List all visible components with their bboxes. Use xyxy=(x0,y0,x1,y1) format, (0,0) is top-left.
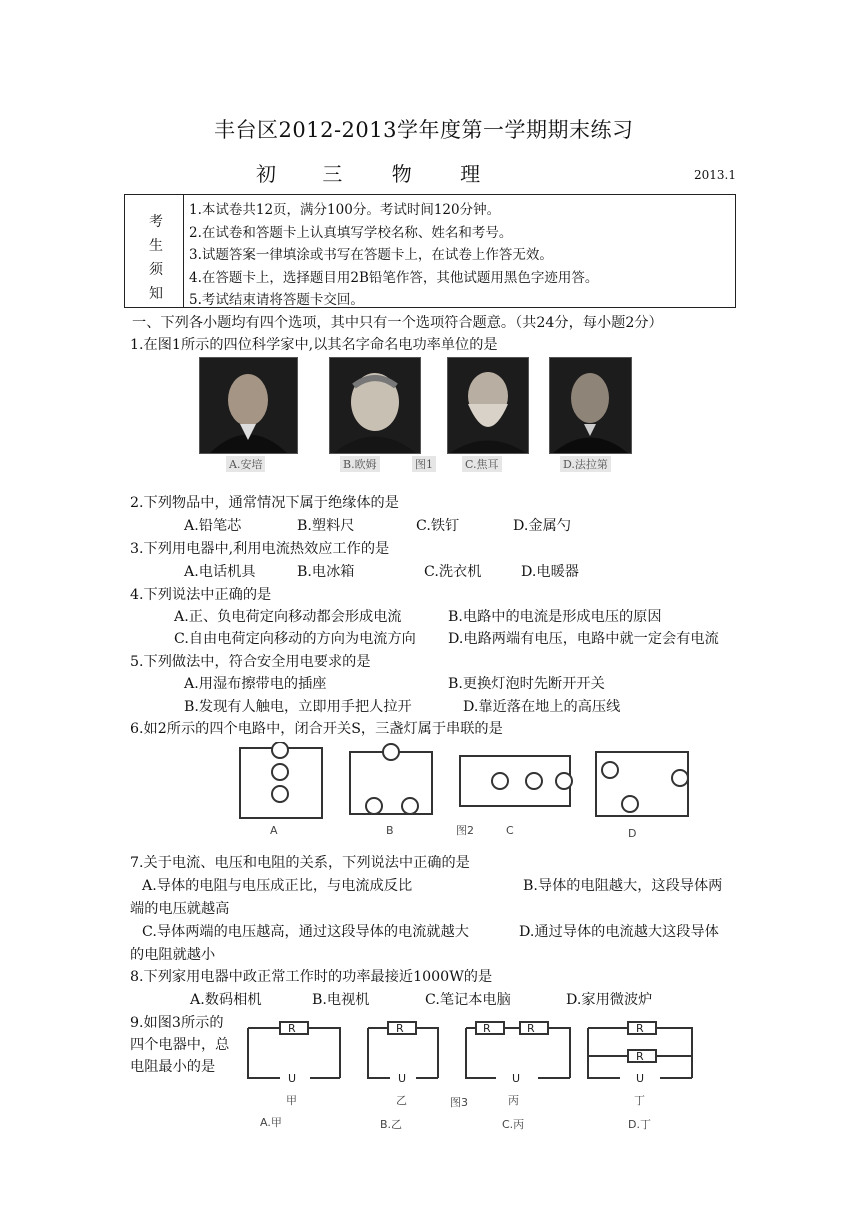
circuit-name: 乙 xyxy=(396,1094,407,1107)
option: B.电路中的电流是形成电压的原因 xyxy=(448,609,662,625)
figure-caption: D.丁 xyxy=(628,1118,651,1131)
figure-caption: A xyxy=(270,824,278,837)
svg-text:R: R xyxy=(288,1022,296,1035)
section-heading: 一、下列各小题均有四个选项，其中只有一个选项符合题意。（共24分，每小题2分） xyxy=(132,315,663,331)
figure-caption: B.乙 xyxy=(380,1118,403,1131)
option: B.电视机 xyxy=(312,992,370,1008)
question-5-stem: 5.下列做法中，符合安全用电要求的是 xyxy=(130,654,371,670)
option: C.洗衣机 xyxy=(424,564,482,580)
question-2-stem: 2.下列物品中，通常情况下属于绝缘体的是 xyxy=(130,495,399,511)
notice-char: 考 xyxy=(149,214,163,230)
figure-caption: A.安培 xyxy=(226,456,265,472)
subject-char: 初 xyxy=(256,162,276,186)
question-7-stem: 7.关于电流、电压和电阻的关系，下列说法中正确的是 xyxy=(130,855,470,871)
figure-caption: B xyxy=(386,824,394,837)
option: A.数码相机 xyxy=(190,992,262,1008)
exam-date: 2013.1 xyxy=(694,168,736,182)
option-continued: 端的电压就越高 xyxy=(130,901,230,917)
option: A.铅笔芯 xyxy=(184,518,242,534)
option: C.导体两端的电压越高，通过这段导体的电流就越大 xyxy=(142,924,469,940)
svg-text:R: R xyxy=(636,1050,644,1063)
portrait-faraday-image xyxy=(549,357,632,454)
notice-char: 须 xyxy=(149,262,163,278)
svg-text:R: R xyxy=(527,1022,535,1035)
notice-char: 生 xyxy=(149,238,163,254)
portrait-ohm-image xyxy=(329,357,421,454)
notice-char: 知 xyxy=(149,286,163,302)
subject-char: 物 xyxy=(391,162,412,186)
circuit-name: 丁 xyxy=(634,1094,645,1107)
figure-caption: B.欧姆 xyxy=(340,456,380,472)
page-title: 丰台区2012-2013学年度第一学期期末练习 xyxy=(214,118,634,142)
figure-caption: D xyxy=(628,827,637,840)
option: D.金属勺 xyxy=(513,518,571,534)
option: B.发现有人触电，立即用手把人拉开 xyxy=(184,699,412,715)
figure-caption: D.法拉第 xyxy=(560,456,611,472)
svg-text:U: U xyxy=(288,1072,297,1085)
figure-caption: A.甲 xyxy=(260,1116,282,1129)
option: A.用湿布擦带电的插座 xyxy=(184,676,327,692)
notice-rule: 1.本试卷共12页，满分100分。考试时间120分钟。 xyxy=(189,202,501,218)
circuit-figure-3 xyxy=(240,1010,700,1134)
portrait-ampere-image xyxy=(199,357,298,454)
question-8-stem: 8.下列家用电器中政正常工作时的功率最接近1000W的是 xyxy=(130,969,493,985)
figure-caption: C.丙 xyxy=(502,1118,525,1131)
svg-text:R: R xyxy=(483,1022,491,1035)
figure-label: 图1 xyxy=(412,456,436,472)
notice-label xyxy=(125,195,184,307)
exam-notice-box xyxy=(124,194,736,308)
subject-title xyxy=(256,158,480,187)
option: D.电暖器 xyxy=(521,564,579,580)
notice-rules xyxy=(189,199,598,312)
option: C.笔记本电脑 xyxy=(425,992,511,1008)
figure-label: 图3 xyxy=(450,1096,468,1109)
notice-rule: 2.在试卷和答题卡上认真填写学校名称、姓名和考号。 xyxy=(189,224,513,241)
option: D.电路两端有电压，电路中就一定会有电流 xyxy=(448,631,719,647)
question-9-stem: 9.如图3所示的 xyxy=(130,1015,224,1031)
question-6-stem: 6.如2所示的四个电路中，闭合开关S，三盏灯属于串联的是 xyxy=(130,721,503,737)
notice-rule: 4.在答题卡上，选择题目用2B铅笔作答，其他试题用黑色字迹用答。 xyxy=(189,269,599,286)
option: D.靠近落在地上的高压线 xyxy=(463,699,621,715)
option: A.电话机具 xyxy=(184,564,256,580)
option-continued: 的电阻就越小 xyxy=(130,947,216,963)
figure-caption: C xyxy=(506,824,514,837)
portrait-joule-image xyxy=(447,357,529,454)
option: C.自由电荷定向移动的方向为电流方向 xyxy=(174,631,416,647)
option: A.导体的电阻与电压成正比，与电流成反比 xyxy=(142,878,413,894)
figure-label: 图2 xyxy=(456,824,474,837)
svg-text:U: U xyxy=(398,1072,407,1085)
question-1-stem: 1.在图1所示的四位科学家中,以其名字命名电功率单位的是 xyxy=(130,337,498,353)
option: C.铁钉 xyxy=(416,518,460,534)
circuit-figure-2 xyxy=(234,742,704,842)
svg-text:U: U xyxy=(636,1072,645,1085)
notice-rule: 3.试题答案一律填涂或书写在答题卡上，在试卷上作答无效。 xyxy=(189,247,553,263)
svg-text:R: R xyxy=(636,1022,644,1035)
svg-text:U: U xyxy=(512,1072,521,1085)
option: A.正、负电荷定向移动都会形成电流 xyxy=(174,609,402,625)
svg-text:R: R xyxy=(396,1022,404,1035)
circuit-name: 丙 xyxy=(508,1094,519,1107)
figure-caption: C.焦耳 xyxy=(462,456,502,472)
question-3-stem: 3.下列用电器中,利用电流热效应工作的是 xyxy=(130,541,390,557)
question-4-stem: 4.下列说法中正确的是 xyxy=(130,587,272,603)
question-9-stem: 电阻最小的是 xyxy=(130,1059,216,1075)
option: D.通过导体的电流越大这段导体 xyxy=(519,924,719,940)
option: B.更换灯泡时先断开开关 xyxy=(448,676,605,692)
notice-rule: 5.考试结束请将答题卡交回。 xyxy=(189,292,364,308)
option: B.导体的电阻越大，这段导体两 xyxy=(523,878,723,894)
option: B.电冰箱 xyxy=(297,564,355,580)
circuit-name: 甲 xyxy=(286,1094,297,1107)
question-9-stem: 四个电器中，总 xyxy=(130,1037,230,1053)
option: D.家用微波炉 xyxy=(566,992,653,1008)
option: B.塑料尺 xyxy=(297,518,355,534)
subject-char: 理 xyxy=(460,162,481,186)
subject-char: 三 xyxy=(322,162,343,186)
